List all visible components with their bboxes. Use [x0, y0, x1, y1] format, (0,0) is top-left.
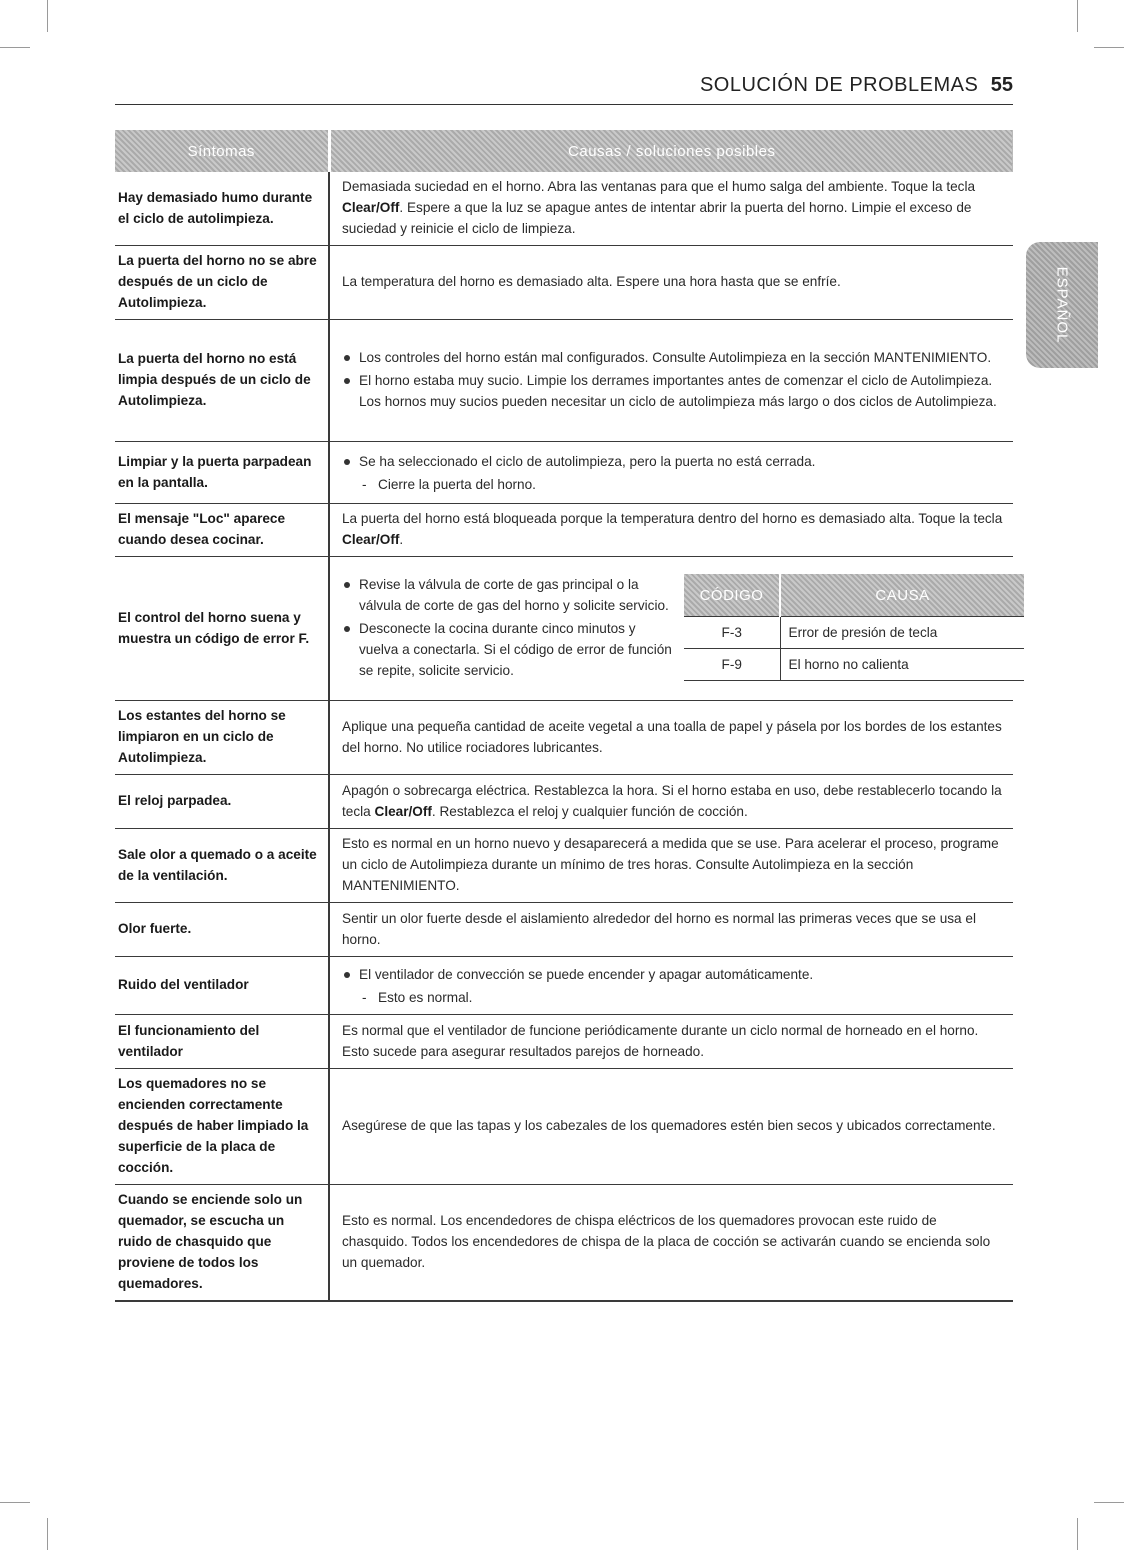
symptom-cell: La puerta del horno no se abre después de un ciclo de Autolimpieza.	[115, 246, 329, 320]
list-item	[342, 347, 1003, 368]
symptom-cell: Cuando se enciende solo un quemador, se escucha un ruido de chasquido que proviene de todos los quemadores.	[115, 1185, 329, 1302]
symptom-cell: La puerta del horno no está limpia después de un ciclo de Autolimpieza.	[115, 320, 329, 442]
error-code-block	[342, 572, 1003, 683]
bullet-text: Desconecte la cocina durante cinco minutos y vuelva a conectarla. Si el código de error de función se repite, solicite servicio.	[359, 621, 672, 678]
table-row	[115, 1015, 1013, 1069]
crop-mark	[47, 0, 48, 32]
cause-cell	[329, 957, 1013, 1015]
cause-cell	[329, 172, 1013, 246]
symptom-cell: Hay demasiado humo durante el ciclo de autolimpieza.	[118, 189, 313, 226]
cause-cell: Aplique una pequeña cantidad de aceite vegetal a una toalla de papel y pásela por los bordes de los estantes del horno. No utilice rociadores lubricantes.	[329, 701, 1013, 775]
section-title: SOLUCIÓN DE PROBLEMAS	[699, 74, 979, 96]
list-item	[342, 574, 674, 616]
bullet-text: El horno estaba muy sucio. Limpie los derrames importantes antes de comenzar el ciclo de Autolimpieza. Los hornos muy sucios pueden necesitar un ciclo de autolimpieza más largo o dos ciclos de Autolimpieza.	[359, 373, 997, 409]
list-item	[342, 964, 1003, 985]
cause-cell: Sentir un olor fuerte desde el aislamiento alrededor del horno es normal las primeras veces que se usa el horno.	[329, 903, 1013, 957]
dash-item: - Esto es normal.	[362, 989, 473, 1005]
bullet-dot-icon	[344, 972, 350, 978]
list-item	[342, 370, 1003, 412]
error-code-table	[684, 574, 1024, 681]
cause-text: Apagón o sobrecarga eléctrica. Restablezca la hora. Si el horno estaba en uso, debe restablecerlo tocando la tecla	[342, 782, 1002, 819]
bullet-text: Revise la válvula de corte de gas principal o la válvula de corte de gas del horno y solicite servicio.	[359, 577, 669, 613]
dash-item: - Cierre la puerta del horno.	[362, 476, 536, 492]
column-header-symptoms: Síntomas	[115, 130, 329, 172]
bullet-list	[342, 451, 1003, 472]
table-row	[115, 903, 1013, 957]
bullet-dot-icon	[344, 459, 350, 465]
table-row	[115, 829, 1013, 903]
symptom-cell: Los quemadores no se encienden correctamente después de haber limpiado la superficie de la placa de cocción.	[115, 1069, 329, 1185]
table-row	[115, 504, 1013, 557]
key-name: Clear/Off	[342, 532, 400, 547]
key-name: Clear/Off	[342, 200, 400, 215]
crop-mark	[0, 47, 30, 48]
error-cause: El horno no calienta	[780, 649, 1024, 681]
table-row	[115, 320, 1013, 442]
symptom-cell: Los estantes del horno se limpiaron en un ciclo de Autolimpieza.	[115, 701, 329, 775]
table-row	[115, 957, 1013, 1015]
dash-text: Cierre la puerta del horno.	[378, 476, 536, 492]
cause-cell: La temperatura del horno es demasiado alta. Espere una hora hasta que se enfríe.	[329, 246, 1013, 320]
bullet-text: El ventilador de convección se puede encender y apagar automáticamente.	[359, 966, 814, 982]
symptom-cell: Olor fuerte.	[115, 903, 329, 957]
list-item	[342, 618, 674, 681]
language-tab-label: ESPAÑOL	[1053, 266, 1071, 344]
cause-text: La puerta del horno está bloqueada porque la temperatura dentro del horno es demasiado alta. Toque la tecla	[342, 511, 1003, 526]
symptom-cell: El reloj parpadea.	[115, 775, 329, 829]
bullet-list	[342, 964, 1003, 985]
bullet-text: Los controles del horno están mal configurados. Consulte Autolimpieza en la sección MANTENIMIENTO.	[359, 350, 992, 365]
column-header-cause: CAUSA	[780, 574, 1024, 617]
symptom-cell: Ruido del ventilador	[115, 957, 329, 1015]
crop-mark	[0, 1502, 30, 1503]
error-code: F-3	[684, 617, 780, 649]
table-row	[115, 775, 1013, 829]
error-code: F-9	[684, 649, 780, 681]
cause-cell: Asegúrese de que las tapas y los cabezales de los quemadores estén bien secos y ubicados correctamente.	[329, 1069, 1013, 1185]
symptom-cell: El funcionamiento del ventilador	[115, 1015, 329, 1069]
bullet-list	[342, 574, 674, 681]
table-row	[115, 172, 1013, 246]
table-row	[115, 1069, 1013, 1185]
cause-cell: Esto es normal en un horno nuevo y desaparecerá a medida que se use. Para acelerar el proceso, programe un ciclo de Autolimpieza durante un mínimo de tres horas. Consulte Autolimpieza en la sección MANTENIMIENTO.	[329, 829, 1013, 903]
symptom-cell: Sale olor a quemado o a aceite de la ventilación.	[115, 829, 329, 903]
language-tab	[1026, 242, 1098, 368]
column-header-code: CÓDIGO	[684, 574, 780, 617]
key-name: Clear/Off	[374, 803, 432, 819]
cause-cell	[329, 442, 1013, 504]
cause-cell	[329, 557, 1013, 701]
cause-cell	[329, 320, 1013, 442]
cause-text: . Restablezca el reloj y cualquier función de cocción.	[431, 803, 748, 819]
error-cause: Error de presión de tecla	[780, 617, 1024, 649]
crop-mark	[47, 1518, 48, 1550]
column-header-causes: Causas / soluciones posibles	[329, 130, 1013, 172]
table-row	[115, 1185, 1013, 1302]
crop-mark	[1077, 0, 1078, 32]
symptom-cell: Limpiar y la puerta parpadean en la pantalla.	[115, 442, 329, 504]
dash-text: Esto es normal.	[378, 989, 473, 1005]
list-item	[342, 451, 1003, 472]
symptom-cell: El mensaje "Loc" aparece cuando desea cocinar.	[115, 504, 329, 557]
bullet-dot-icon	[344, 355, 350, 361]
bullet-dot-icon	[344, 378, 350, 384]
cause-cell: Es normal que el ventilador de funcione periódicamente durante un ciclo normal de horneado en el horno. Esto sucede para asegurar resultados parejos de horneado.	[329, 1015, 1013, 1069]
bullet-dot-icon	[344, 626, 350, 632]
table-row	[115, 557, 1013, 701]
bullet-text: Se ha seleccionado el ciclo de autolimpieza, pero la puerta no está cerrada.	[359, 453, 816, 469]
cause-cell	[329, 775, 1013, 829]
table-row	[115, 442, 1013, 504]
cause-text: Demasiada suciedad en el horno. Abra las ventanas para que el humo salga del ambiente. Toque la tecla	[342, 179, 976, 194]
table-row	[115, 701, 1013, 775]
troubleshooting-table	[115, 130, 1013, 1302]
crop-mark	[1077, 1518, 1078, 1550]
table-row	[115, 246, 1013, 320]
symptom-cell: El control del horno suena y muestra un código de error F.	[115, 557, 329, 701]
page-header	[115, 74, 1013, 105]
table-row	[684, 617, 1024, 649]
bullet-list	[342, 347, 1003, 412]
bullet-dot-icon	[344, 582, 350, 588]
crop-mark	[1094, 47, 1124, 48]
cause-cell: Esto es normal. Los encendedores de chispa eléctricos de los quemadores provocan este ruido de chasquido. Todos los encendedores de chispa de la placa de cocción se activarán cuando se encienda solo un quemador.	[329, 1185, 1013, 1302]
crop-mark	[1094, 1502, 1124, 1503]
table-row	[684, 649, 1024, 681]
cause-cell	[329, 504, 1013, 557]
cause-text: . Espere a que la luz se apague antes de intentar abrir la puerta del horno. Limpie el exceso de suciedad y reinicie el ciclo de limpieza.	[342, 200, 972, 236]
page-number: 55	[990, 74, 1013, 96]
error-code-instructions	[342, 572, 674, 683]
cause-text: .	[399, 532, 404, 547]
